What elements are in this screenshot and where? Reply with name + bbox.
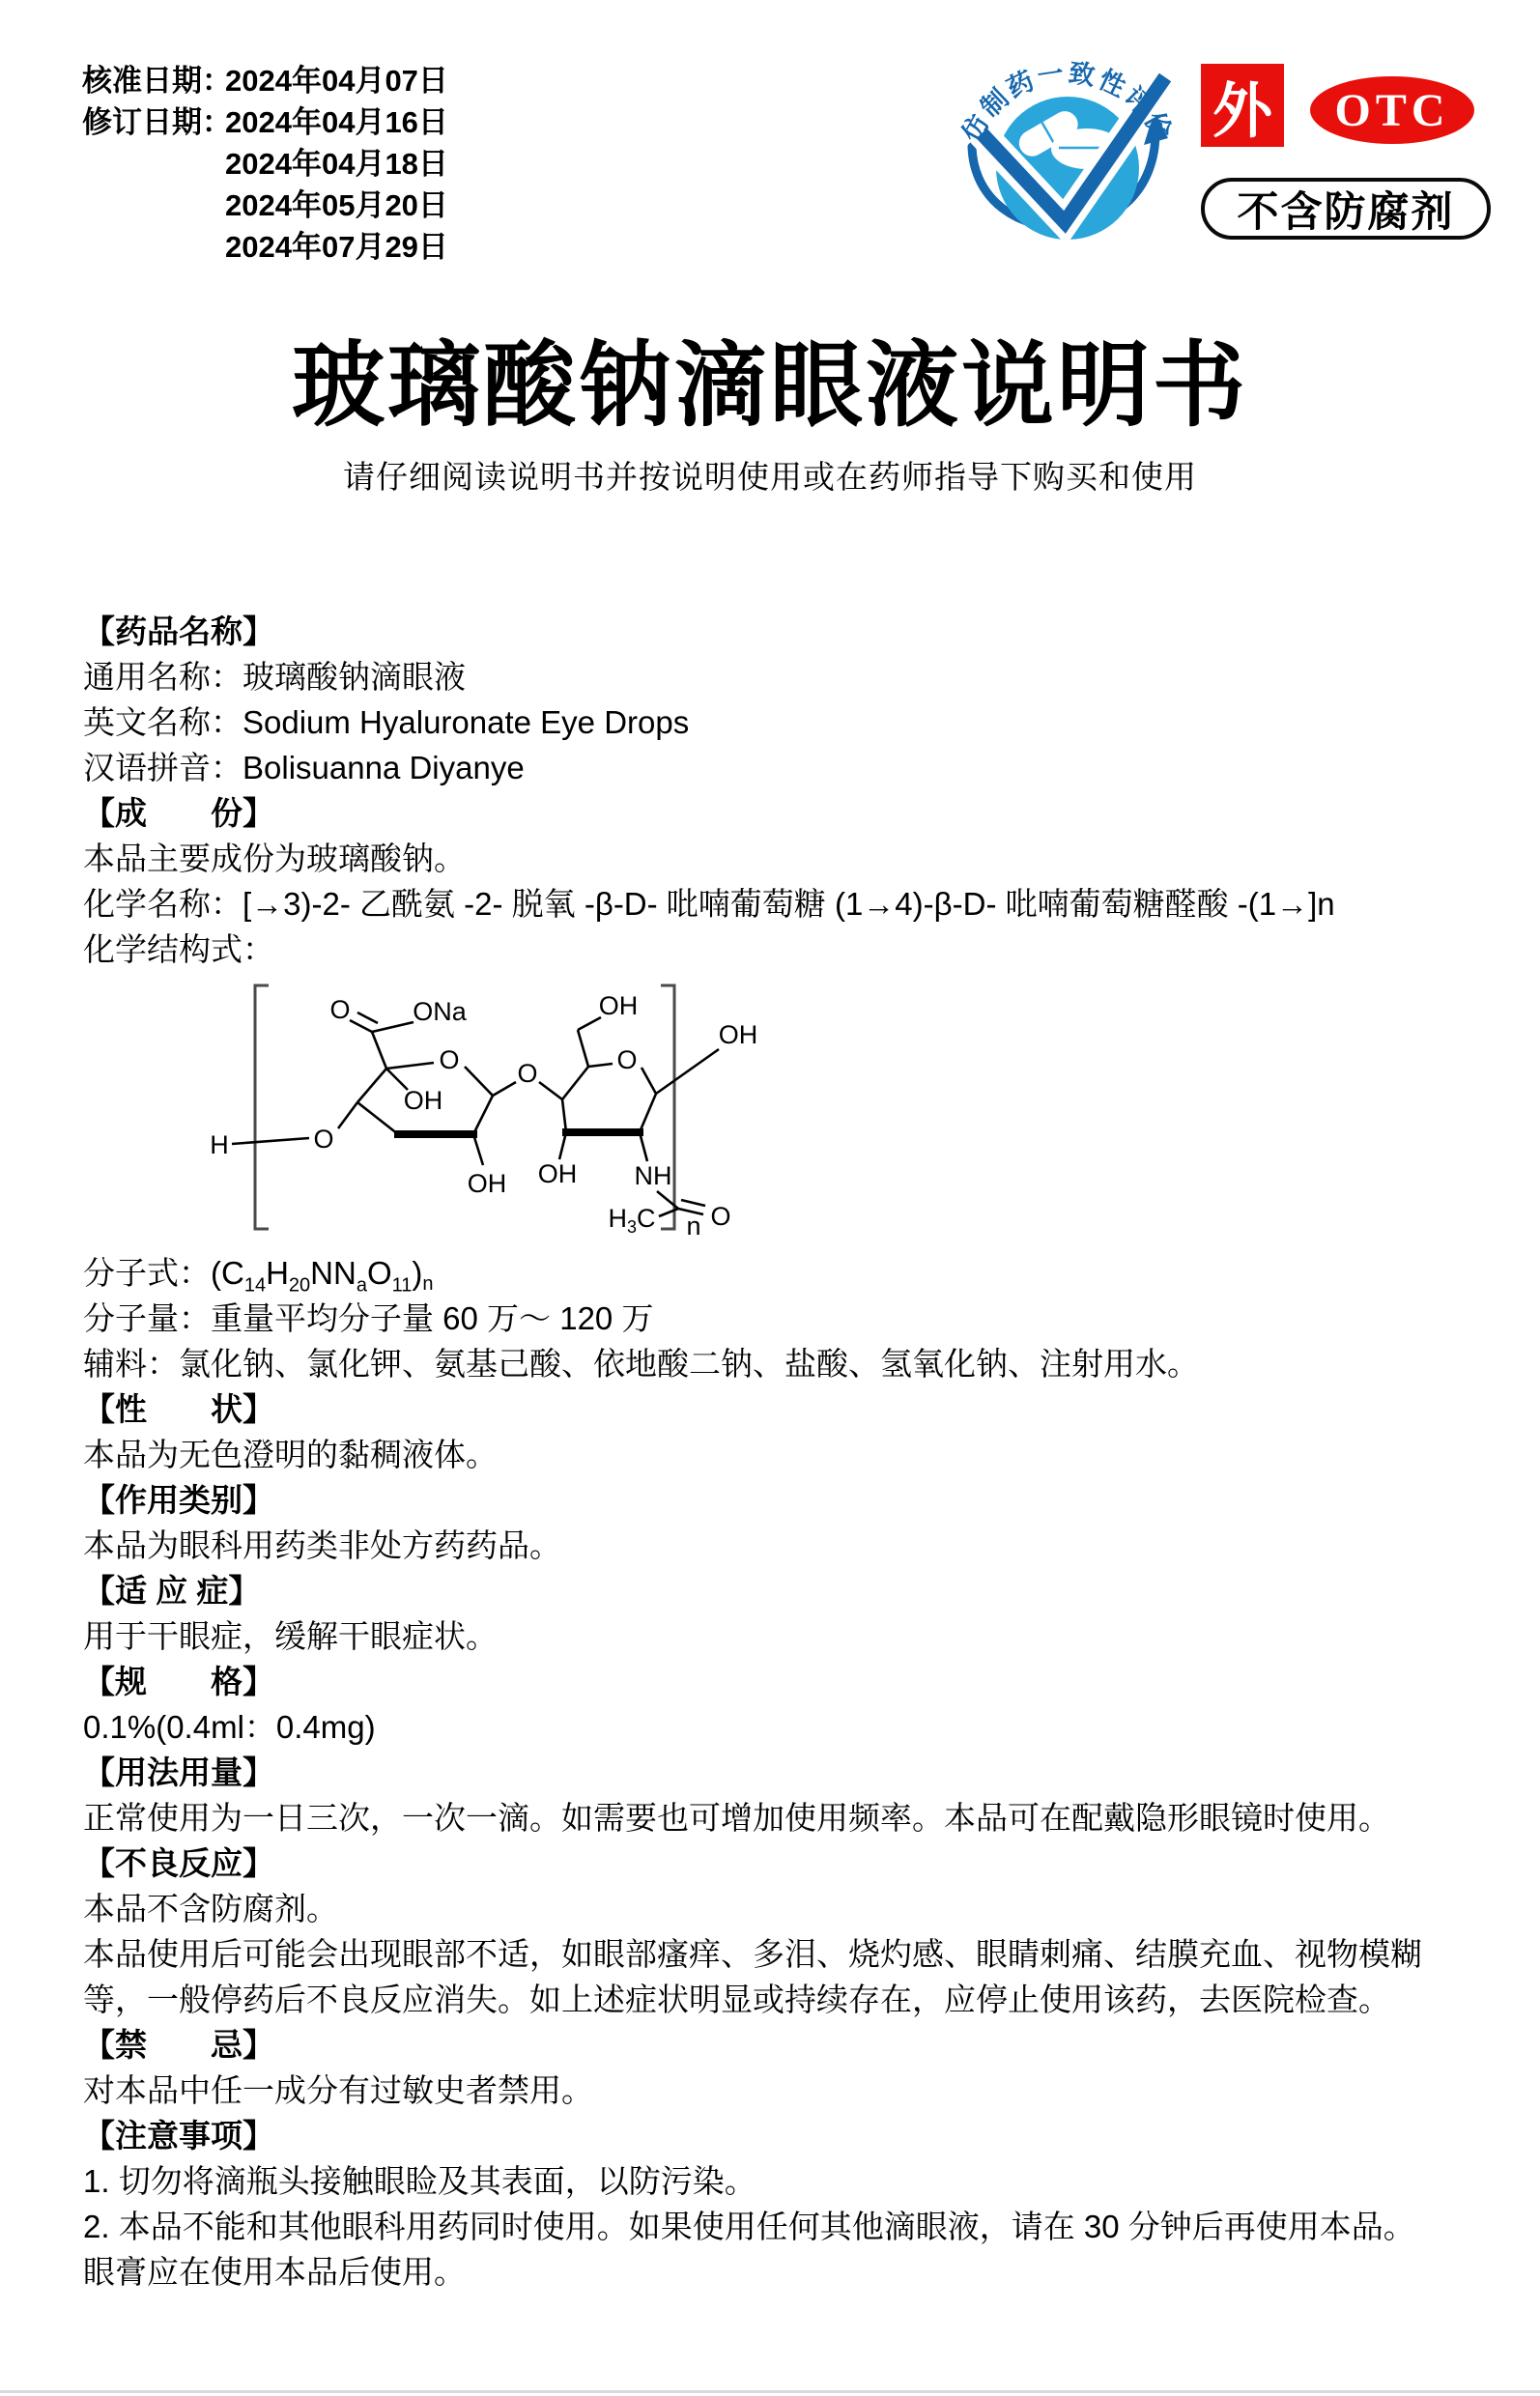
section-heading-description: 【性 状】: [83, 1391, 274, 1427]
page-title: 玻璃酸钠滴眼液说明书: [292, 334, 1248, 438]
adverse-line-3: 等，一般停药后不良反应消失。如上述症状明显或持续存在，应停止使用该药，去医院检查。: [83, 1982, 1390, 2017]
atom-label: OH: [403, 1086, 443, 1115]
atom-label: O: [313, 1125, 334, 1154]
section-heading-composition: 【成 份】: [83, 795, 274, 831]
methyl-label: $H_3C$: [608, 1204, 656, 1237]
hyaluronate-structure-icon: [195, 972, 779, 1244]
description-line: 本品为无色澄明的黏稠液体。: [83, 1437, 498, 1472]
revision-date-value: 2024年05月20日: [225, 188, 448, 222]
atom-label: OH: [718, 1020, 758, 1049]
section-heading-category: 【作用类别】: [83, 1482, 274, 1518]
approval-date-row: [82, 60, 448, 101]
precaution-line-2: 2. 本品不能和其他眼科用药同时使用。如果使用任何其他滴眼液，请在 30 分钟后再使用本品。: [83, 2209, 1415, 2244]
indications-line: 用于干眼症，缓解干眼症状。: [83, 1618, 498, 1654]
generic-name-line: 通用名称：玻璃酸钠滴眼液: [83, 659, 466, 695]
atom-label: O: [439, 1045, 460, 1074]
atom-label: O: [616, 1045, 638, 1074]
generic-drug-consistency-evaluation-badge-icon: [956, 25, 1186, 255]
revision-date-row: [82, 185, 448, 226]
revision-date-label: 修订日期：: [82, 105, 232, 139]
molecular-weight-line: 分子量：重量平均分子量 60 万～ 120 万: [83, 1300, 654, 1336]
atom-label: O: [710, 1202, 731, 1231]
page-subtitle: 请仔细阅读说明书并按说明使用或在药师指导下购买和使用: [343, 459, 1197, 495]
atom-label: NH: [634, 1161, 672, 1190]
badge-arc-text: 仿制药一致性评价: [956, 58, 1179, 147]
revision-date-row: [82, 226, 448, 268]
revision-date-row: [82, 143, 448, 185]
scan-bottom-edge: [0, 2390, 1540, 2393]
no-preservative-badge: [1201, 178, 1491, 240]
contraindications-line: 对本品中任一成分有过敏史者禁用。: [83, 2072, 593, 2108]
english-name-line: 英文名称：Sodium Hyaluronate Eye Drops: [83, 704, 690, 740]
atom-label: OH: [537, 1159, 578, 1188]
chemical-structure-figure: [83, 972, 1469, 1250]
adverse-line-2: 本品使用后可能会出现眼部不适，如眼部瘙痒、多泪、烧灼感、眼睛刺痛、结膜充血、视物模糊: [83, 1936, 1422, 1972]
revision-date-row: [82, 101, 448, 143]
atom-label: O: [329, 995, 351, 1024]
atom-label: O: [517, 1059, 538, 1088]
otc-mark: [1310, 76, 1474, 144]
atom-label: ONa: [413, 997, 467, 1026]
section-heading-strength: 【规 格】: [83, 1664, 274, 1699]
category-line: 本品为眼科用药类非处方药药品。: [83, 1527, 561, 1563]
atom-label: H: [210, 1130, 229, 1159]
section-heading-contraindications: 【禁 忌】: [83, 2027, 274, 2063]
external-use-mark: [1201, 64, 1284, 147]
dosage-line: 正常使用为一日三次，一次一滴。如需要也可增加使用频率。本品可在配戴隐形眼镜时使用。: [83, 1800, 1390, 1836]
section-heading-drug-name: 【药品名称】: [83, 613, 274, 649]
adverse-line-1: 本品不含防腐剂。: [83, 1891, 338, 1926]
left-bracket: [255, 985, 269, 1229]
otc-text: OTC: [1334, 84, 1450, 136]
approval-date-value: 2024年04月07日: [225, 64, 448, 98]
atom-label: OH: [467, 1169, 507, 1198]
section-heading-adverse-reactions: 【不良反应】: [83, 1845, 274, 1881]
section-heading-indications: 【适 应 症】: [83, 1573, 261, 1609]
chemical-name-line: 化学名称：[→3)-2- 乙酰氨 -2- 脱氧 -β-D- 吡喃葡萄糖 (1→4)-β-D- 吡喃葡萄糖醛酸 -(1→]n: [83, 886, 1335, 922]
approval-date-label: 核准日期：: [82, 64, 232, 98]
molecular-formula-line: 分子式：$(C_{14}H_{20}NN_aO_{11})n$: [83, 1255, 434, 1297]
revision-date-value: 2024年07月29日: [225, 230, 448, 264]
strength-line: 0.1%(0.4ml：0.4mg): [83, 1709, 376, 1745]
atom-label: OH: [598, 991, 639, 1020]
right-bracket: [661, 985, 674, 1229]
excipients-line: 辅料：氯化钠、氯化钾、氨基己酸、依地酸二钠、盐酸、氢氧化钠、注射用水。: [83, 1346, 1199, 1382]
precaution-line-3: 眼膏应在使用本品后使用。: [83, 2254, 466, 2290]
no-preservative-text: 不含防腐剂: [1237, 188, 1455, 236]
structure-label-line: 化学结构式：: [83, 931, 274, 967]
pinyin-line: 汉语拼音：Bolisuanna Diyanye: [83, 750, 525, 785]
dates-block: [82, 60, 448, 268]
insert-body: [83, 609, 1469, 2295]
main-ingredient-line: 本品主要成份为玻璃酸钠。: [83, 841, 466, 876]
section-heading-precautions: 【注意事项】: [83, 2118, 274, 2154]
section-heading-dosage: 【用法用量】: [83, 1754, 274, 1790]
repeat-unit-n: n: [686, 1212, 701, 1241]
revision-date-value: 2024年04月18日: [225, 147, 448, 181]
external-use-character: 外: [1212, 77, 1272, 145]
revision-date-value: 2024年04月16日: [225, 105, 448, 139]
precaution-line-1: 1. 切勿将滴瓶头接触眼睑及其表面，以防污染。: [83, 2163, 756, 2199]
